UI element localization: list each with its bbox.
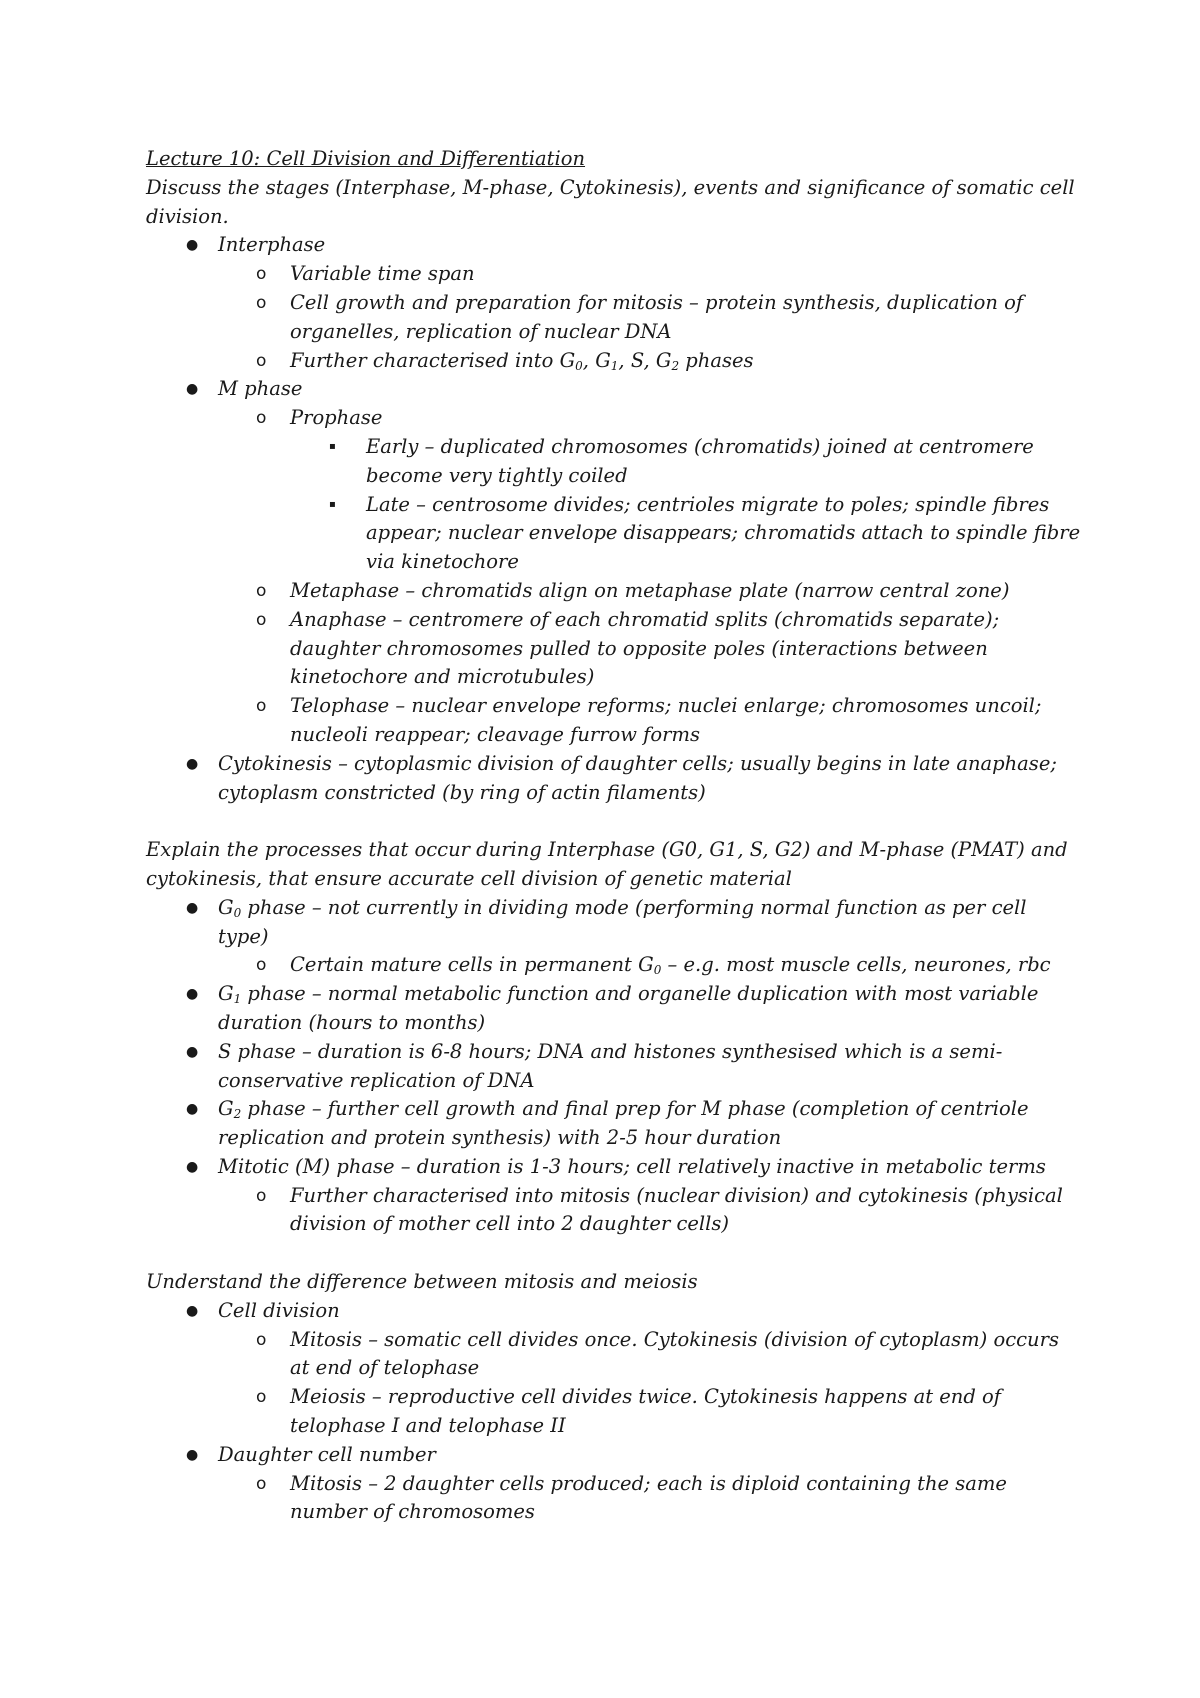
list-item xyxy=(146,1182,1081,1240)
item-content xyxy=(290,347,1081,376)
list-item xyxy=(146,750,1081,808)
document-body xyxy=(146,145,1081,1527)
item-text: M phase xyxy=(218,377,303,401)
list-item xyxy=(146,980,1081,1038)
nested-list-container xyxy=(146,1182,1081,1240)
list-item xyxy=(146,1326,1081,1384)
bullet-list-level-2 xyxy=(146,260,1081,375)
item-text: Mitosis – 2 daughter cells produced; each is diploid containing the same number of chromosomes xyxy=(290,1471,1007,1524)
list-item xyxy=(146,491,1081,577)
item-text: Prophase xyxy=(290,406,383,430)
item-text: Further characterised into mitosis (nuclear division) and cytokinesis (physical division of mother cell into 2 daughter cells) xyxy=(290,1183,1063,1236)
item-text: Cell growth and preparation for mitosis – protein synthesis, duplication of organelles, replication of nuclear DNA xyxy=(290,290,1024,343)
bullet-circle-icon: o xyxy=(256,580,267,601)
item-text: Metaphase – chromatids align on metaphase plate (narrow central zone) xyxy=(290,578,1010,602)
bullet-dot-icon: ● xyxy=(186,1158,199,1175)
bullet-circle-icon: o xyxy=(256,1387,267,1408)
bullet-dot-icon: ● xyxy=(186,381,199,398)
list-item xyxy=(146,347,1081,376)
item-text-continued: phases xyxy=(679,348,754,372)
bullet-circle-icon: o xyxy=(256,350,267,371)
list-item xyxy=(146,577,1081,606)
list-item xyxy=(146,1441,1081,1470)
subscript: 2 xyxy=(233,1107,242,1122)
bullet-square-icon: ▪ xyxy=(329,498,336,510)
list-item xyxy=(146,231,1081,260)
bullet-dot-icon: ● xyxy=(186,1302,199,1319)
list-item xyxy=(146,1470,1081,1528)
item-text: Further characterised into G xyxy=(290,348,576,372)
bullet-list-level-2 xyxy=(146,1326,1081,1441)
list-item xyxy=(146,1297,1081,1326)
item-text: S phase – duration is 6-8 hours; DNA and histones synthesised which is a semi-conservative replication of DNA xyxy=(218,1039,1003,1092)
item-text: Mitosis – somatic cell divides once. Cytokinesis (division of cytoplasm) occurs at end of telophase xyxy=(290,1327,1059,1380)
nested-list-container xyxy=(146,951,1081,980)
bullet-list-level-2 xyxy=(146,404,1081,750)
item-text: G xyxy=(218,1097,234,1121)
bullet-circle-icon: o xyxy=(256,1473,267,1494)
list-item xyxy=(146,894,1081,952)
bullet-list-level-1 xyxy=(146,231,1081,807)
bullet-dot-icon: ● xyxy=(186,1043,199,1060)
bullet-circle-icon: o xyxy=(256,1185,267,1206)
item-content xyxy=(290,1383,1081,1441)
list-item xyxy=(146,375,1081,404)
bullet-list-level-1 xyxy=(146,1297,1081,1527)
item-content xyxy=(218,1153,1081,1182)
item-content xyxy=(290,404,1081,433)
bullet-dot-icon: ● xyxy=(186,1101,199,1118)
nested-list-container xyxy=(146,1470,1081,1528)
bullet-dot-icon: ● xyxy=(186,899,199,916)
list-item xyxy=(146,1383,1081,1441)
item-content xyxy=(290,692,1081,750)
subscript: 0 xyxy=(233,905,242,920)
list-item xyxy=(146,1095,1081,1153)
section-heading: Understand the difference between mitosis and meiosis xyxy=(146,1270,698,1294)
item-content xyxy=(290,1470,1081,1528)
list-item xyxy=(146,1153,1081,1182)
list-item xyxy=(146,692,1081,750)
list-item xyxy=(146,606,1081,692)
item-text-continued: phase – not currently in dividing mode (performing normal function as per cell type) xyxy=(218,895,1027,948)
subscript: 0 xyxy=(575,358,583,373)
item-text-continued: , S, G xyxy=(618,348,672,372)
item-text: G xyxy=(218,982,234,1006)
item-content xyxy=(290,289,1081,347)
list-item xyxy=(146,433,1081,491)
item-content xyxy=(366,491,1081,577)
item-text: Cytokinesis – cytoplasmic division of daughter cells; usually begins in late anaphase; cytoplasm constricted (by ring of actin filaments) xyxy=(218,751,1057,804)
bullet-list-level-2 xyxy=(146,1182,1081,1240)
list-item xyxy=(146,260,1081,289)
item-content xyxy=(218,1297,1081,1326)
bullet-dot-icon: ● xyxy=(186,755,199,772)
item-content xyxy=(366,433,1081,491)
item-text: Interphase xyxy=(218,233,326,257)
bullet-list-level-1 xyxy=(146,894,1081,1240)
item-text: Mitotic (M) phase – duration is 1-3 hours; cell relatively inactive in metabolic terms xyxy=(218,1154,1046,1178)
item-text: G xyxy=(218,895,234,919)
section-heading: Discuss the stages (Interphase, M-phase, Cytokinesis), events and significance of somatic cell division. xyxy=(146,175,1075,228)
item-text: Late – centrosome divides; centrioles migrate to poles; spindle fibres appear; nuclear envelope disappears; chromatids attach to spindle fibre via kinetochore xyxy=(366,492,1081,574)
subscript: 1 xyxy=(233,992,242,1007)
bullet-dot-icon: ● xyxy=(186,1446,199,1463)
item-text-continued: – e.g. most muscle cells, neurones, rbc xyxy=(661,953,1051,977)
list-item xyxy=(146,951,1081,980)
bullet-dot-icon: ● xyxy=(186,237,199,254)
item-text-continued: , G xyxy=(582,348,611,372)
nested-list-container xyxy=(146,1326,1081,1441)
list-item xyxy=(146,1038,1081,1096)
bullet-circle-icon: o xyxy=(256,408,267,429)
item-content xyxy=(218,980,1081,1038)
nested-list-container xyxy=(146,433,1081,577)
item-content xyxy=(218,750,1081,808)
bullet-square-icon: ▪ xyxy=(329,440,336,452)
item-content xyxy=(218,231,1081,260)
item-content xyxy=(218,375,1081,404)
item-text: Anaphase – centromere of each chromatid splits (chromatids separate); daughter chromosomes pulled to opposite poles (interactions between kinetochore and microtubules) xyxy=(290,607,1000,689)
item-content xyxy=(218,1095,1081,1153)
section-heading: Explain the processes that occur during Interphase (G0, G1, S, G2) and M-phase (PMAT) and cytokinesis, that ensure accurate cell division of genetic material xyxy=(146,838,1068,890)
bullet-circle-icon: o xyxy=(256,696,267,717)
subscript: 0 xyxy=(653,963,662,978)
item-text-continued: phase – normal metabolic function and organelle duplication with most variable duration (hours to months) xyxy=(218,982,1039,1034)
bullet-circle-icon: o xyxy=(256,1329,267,1350)
bullet-circle-icon: o xyxy=(256,609,267,630)
item-content xyxy=(290,577,1081,606)
subscript: 1 xyxy=(610,358,619,373)
item-content xyxy=(290,1326,1081,1384)
item-content xyxy=(218,1441,1081,1470)
nested-list-container xyxy=(146,404,1081,750)
subscript: 2 xyxy=(671,358,680,373)
bullet-circle-icon: o xyxy=(256,264,267,285)
item-text: Cell division xyxy=(218,1298,340,1322)
item-content xyxy=(218,894,1081,952)
item-content xyxy=(290,606,1081,692)
bullet-list-level-2 xyxy=(146,1470,1081,1528)
bullet-list-level-3 xyxy=(146,433,1081,577)
item-text: Certain mature cells in permanent G xyxy=(290,953,654,977)
item-content xyxy=(290,951,1081,980)
item-content xyxy=(290,260,1081,289)
item-text: Meiosis – reproductive cell divides twice. Cytokinesis happens at end of telophase I and telophase II xyxy=(290,1385,1001,1438)
list-item xyxy=(146,289,1081,347)
list-item xyxy=(146,404,1081,433)
page-title: Lecture 10: Cell Division and Differentiation xyxy=(146,147,586,170)
item-content xyxy=(290,1182,1081,1240)
item-text-continued: phase – further cell growth and final prep for M phase (completion of centriole replication and protein synthesis) with 2-5 hour duration xyxy=(218,1097,1029,1150)
bullet-list-level-2 xyxy=(146,951,1081,980)
section-spacer xyxy=(146,1239,1081,1268)
item-text: Telophase – nuclear envelope reforms; nuclei enlarge; chromosomes uncoil; nucleoli reappear; cleavage furrow forms xyxy=(290,694,1042,746)
section-spacer xyxy=(146,807,1081,836)
item-text: Early – duplicated chromosomes (chromatids) joined at centromere become very tightly coiled xyxy=(366,434,1034,487)
item-text: Daughter cell number xyxy=(218,1442,436,1466)
item-text: Variable time span xyxy=(290,262,475,286)
bullet-circle-icon: o xyxy=(256,292,267,313)
bullet-circle-icon: o xyxy=(256,955,267,976)
item-content xyxy=(218,1038,1081,1096)
nested-list-container xyxy=(146,260,1081,375)
bullet-dot-icon: ● xyxy=(186,986,199,1003)
